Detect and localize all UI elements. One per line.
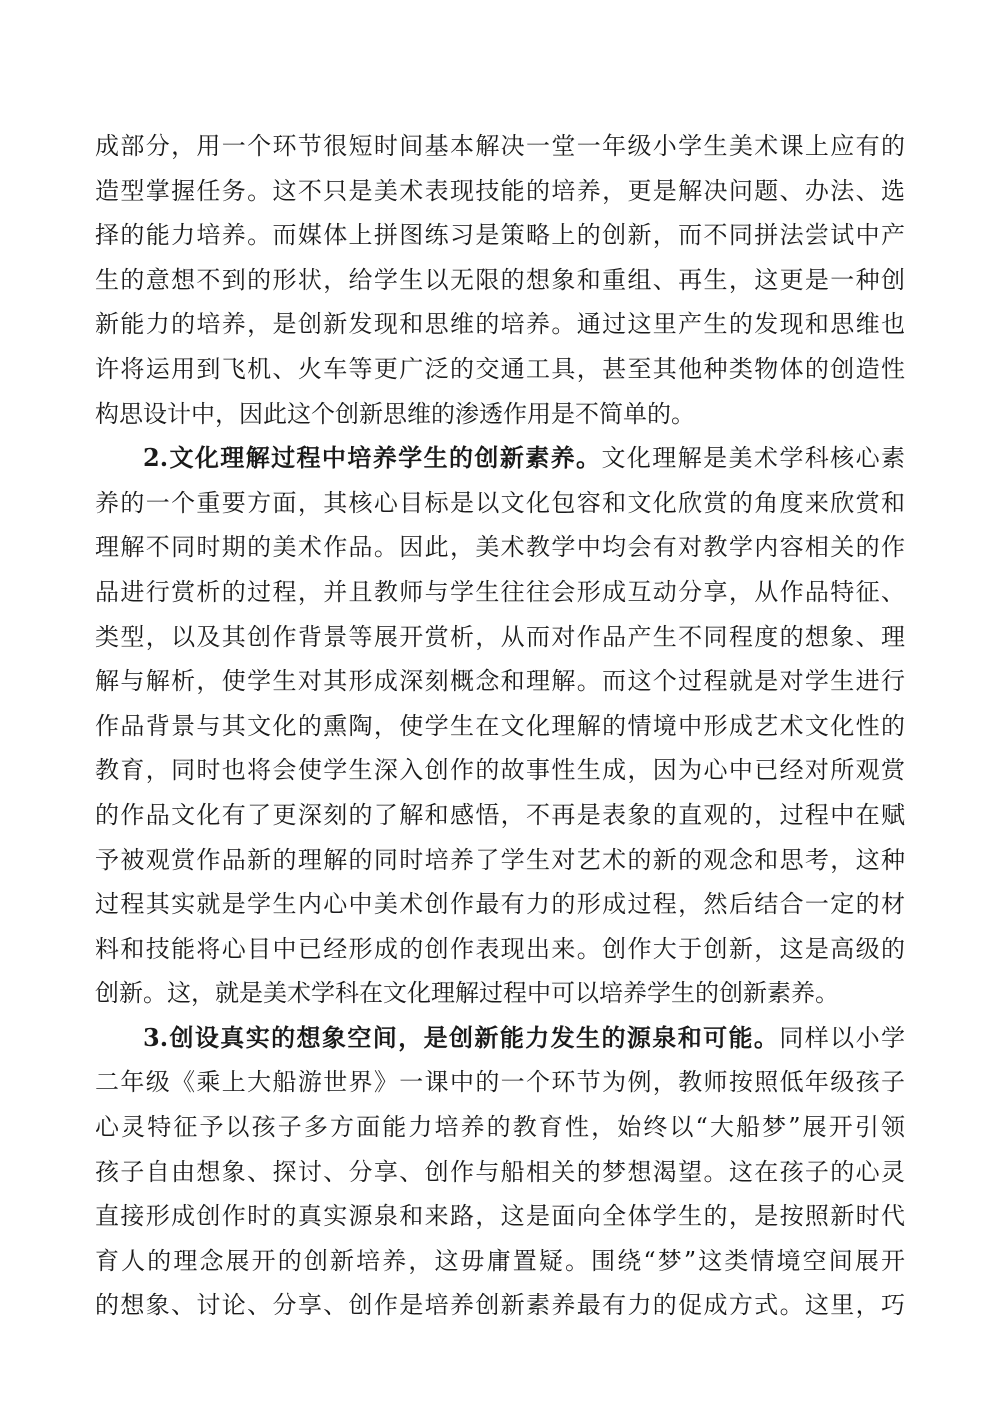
text-line: 过程其实就是学生内心中美术创作最有力的形成过程，然后结合一定的材: [95, 890, 905, 919]
text-line: 教育，同时也将会使学生深入创作的故事性生成，因为心中已经对所观赏: [95, 756, 905, 785]
text-line: 构思设计中，因此这个创新思维的渗透作用是不简单的。: [95, 399, 695, 428]
text-line: 的想象、讨论、分享、创作是培养创新素养最有力的促成方式。这里，巧: [95, 1291, 905, 1320]
text-line: 养的一个重要方面，其核心目标是以文化包容和文化欣赏的角度来欣赏和: [95, 488, 905, 517]
text-line: 造型掌握任务。这不只是美术表现技能的培养，更是解决问题、办法、选: [95, 176, 905, 205]
text-line: 作品背景与其文化的熏陶，使学生在文化理解的情境中形成艺术文化性的: [95, 711, 905, 740]
section-2-first-line-text: 文化理解是美术学科核心素: [601, 444, 905, 473]
text-line: 择的能力培养。而媒体上拼图练习是策略上的创新，而不同拼法尝试中产: [95, 221, 905, 250]
section-3-heading: 3.创设真实的想象空间，是创新能力发生的源泉和可能。: [143, 1022, 780, 1052]
section-3-paragraph: [95, 1016, 905, 1328]
section-2-paragraph: [95, 436, 905, 1016]
text-line: 理解不同时期的美术作品。因此，美术教学中均会有对教学内容相关的作: [95, 533, 905, 562]
text-line: 许将运用到飞机、火车等更广泛的交通工具，甚至其他种类物体的创造性: [95, 354, 905, 383]
text-line: 料和技能将心目中已经形成的创作表现出来。创作大于创新，这是高级的: [95, 934, 905, 963]
text-line: 创新。这，就是美术学科在文化理解过程中可以培养学生的创新素养。: [95, 979, 839, 1008]
text-line: 心灵特征予以孩子多方面能力培养的教育性，始终以“大船梦”展开引领: [95, 1113, 905, 1142]
text-line: 直接形成创作时的真实源泉和来路，这是面向全体学生的，是按照新时代: [95, 1202, 905, 1231]
text-line: 类型，以及其创作背景等展开赏析，从而对作品产生不同程度的想象、理: [95, 622, 905, 651]
section-3-first-line-text: 同样以小学: [779, 1023, 905, 1052]
text-line: 的作品文化有了更深刻的了解和感悟，不再是表象的直观的，过程中在赋: [95, 800, 905, 829]
text-line: 予被观赏作品新的理解的同时培养了学生对艺术的新的观念和思考，这种: [95, 845, 905, 874]
text-line: 二年级《乘上大船游世界》一课中的一个环节为例，教师按照低年级孩子: [95, 1068, 905, 1097]
text-line: 孩子自由想象、探讨、分享、创作与船相关的梦想渴望。这在孩子的心灵: [95, 1157, 905, 1186]
text-line: 新能力的培养，是创新发现和思维的培养。通过这里产生的发现和思维也: [95, 310, 905, 339]
section-2-heading: 2.文化理解过程中培养学生的创新素养。: [143, 443, 602, 473]
text-line: 解与解析，使学生对其形成深刻概念和理解。而这个过程就是对学生进行: [95, 667, 905, 696]
text-line: 成部分，用一个环节很短时间基本解决一堂一年级小学生美术课上应有的: [95, 132, 905, 160]
text-line: 品进行赏析的过程，并且教师与学生往往会形成互动分享，从作品特征、: [95, 577, 905, 606]
section-3-first-line: [95, 1016, 905, 1061]
document-page: [95, 124, 905, 1328]
text-line: 生的意想不到的形状，给学生以无限的想象和重组、再生，这更是一种创: [95, 265, 905, 294]
paragraph-continuation: [95, 124, 905, 436]
text-line: 育人的理念展开的创新培养，这毋庸置疑。围绕“梦”这类情境空间展开: [95, 1246, 905, 1275]
section-2-first-line: [95, 436, 905, 481]
